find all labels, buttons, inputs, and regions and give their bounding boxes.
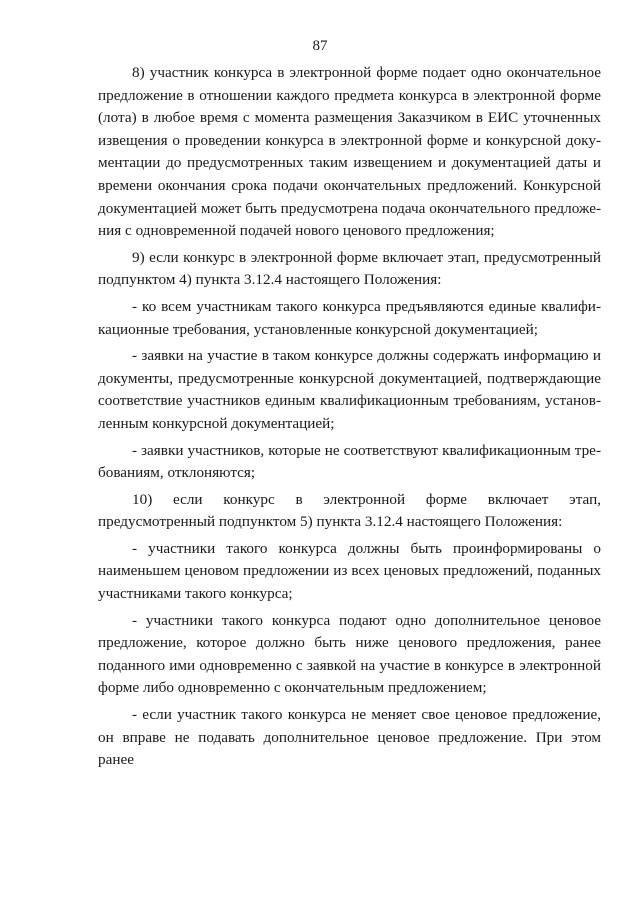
paragraph-bullet-informed-lowest-price: - участники такого конкурса должны быть проинформированы о наименьшем ценовом предложении из всех ценовых предложений, поданных участниками такого конкурса; (98, 539, 601, 603)
paragraph-bullet-application-contents: - заявки на участие в таком конкурсе должны содержать информацию и документы, предусмотренные конкурсной документацией, подтверждающие соответствие участников единым квалификационным требованиям, установленным конкурсной документацией; (98, 347, 601, 432)
page-number: 87 (312, 38, 328, 54)
paragraph-bullet-additional-price-offer: - участники такого конкурса подают одно дополнительное ценовое предложение, которое должно быть ниже ценового предложения, ранее поданного ими одновременно с заявкой на участие в конкурсе в электронной форме либо одновременно с окончательным предложением; (98, 611, 601, 697)
paragraph-item-8: 8) участник конкурса в электронной форме подает одно окончательное предложение в отношении каждого предмета конкурса в электронной форме (лота) в любое время с момента размещения Заказчиком в ЕИС уточненных извещения о проведении конкурса в электронной форме и конкурсной документации до предусмотренных таким извещением и документацией даты и времени окончания срока подачи окончательных предложений. Конкурсной документацией может быть предусмотрена подача окончательного предложения с одновременной подачей нового ценового предложения; (98, 64, 601, 240)
paragraph-bullet-rejection: - заявки участников, которые не соответствуют квалификационным требованиям, отклоняются; (98, 441, 601, 482)
document-body (98, 62, 601, 772)
paragraph-bullet-uniform-requirements: - ко всем участникам такого конкурса предъявляются единые квалификационные требования, установленные конкурсной документацией; (98, 297, 601, 338)
paragraph-item-10: 10) если конкурс в электронной форме включает этап, предусмотренный подпунктом 5) пункта 3.12.4 настоящего Положения: (98, 490, 601, 531)
paragraph-item-9: 9) если конкурс в электронной форме включает этап, предусмотренный подпунктом 4) пункта 3.12.4 настоящего Положения: (98, 248, 601, 289)
paragraph-bullet-unchanged-offer: - если участник такого конкурса не меняет свое ценовое предложение, он вправе не подавать дополнительное ценовое предложение. При этом ранее (98, 706, 601, 769)
